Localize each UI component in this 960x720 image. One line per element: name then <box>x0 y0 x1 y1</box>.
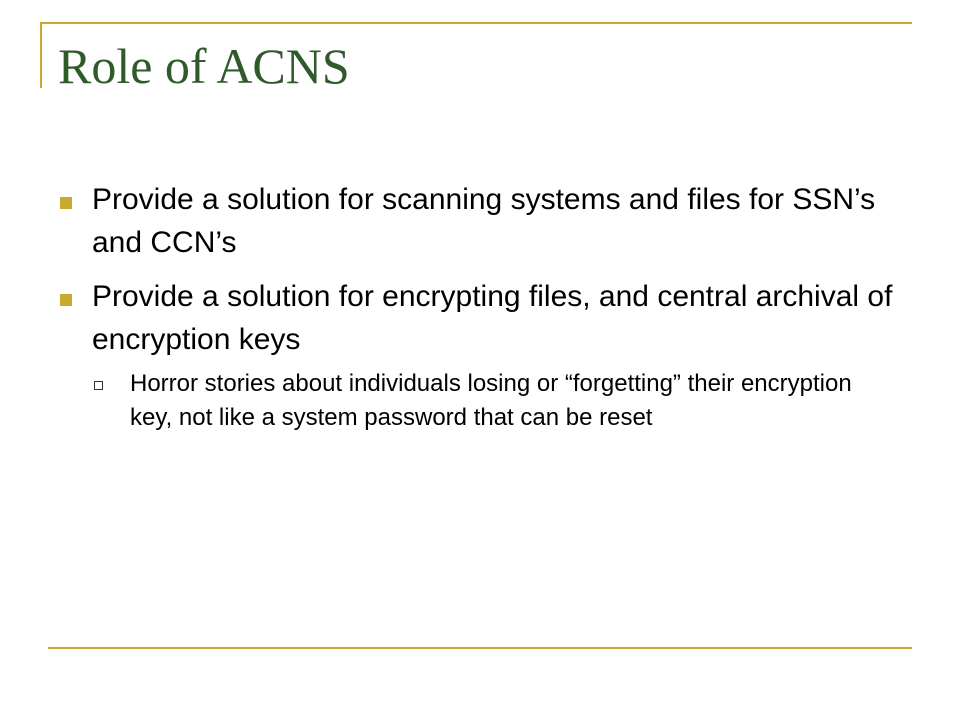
bullet-list <box>60 178 900 446</box>
square-bullet-icon <box>60 294 72 306</box>
left-rule <box>40 22 42 88</box>
slide-title: Role of ACNS <box>58 38 350 94</box>
sub-bullet-list <box>92 367 900 435</box>
sub-bullet-text: Horror stories about individuals losing or “forgetting” their encryption key, not like a system password that can be reset <box>130 370 852 431</box>
bullet-item <box>60 178 900 264</box>
bottom-rule <box>48 647 912 649</box>
bullet-text: Provide a solution for encrypting files, and central archival of encryption keys <box>92 280 893 356</box>
bullet-item <box>60 275 900 435</box>
square-bullet-icon <box>60 197 72 209</box>
sub-bullet-item <box>92 367 900 435</box>
bullet-text: Provide a solution for scanning systems and files for SSN’s and CCN’s <box>92 183 876 259</box>
top-rule <box>40 22 912 24</box>
hollow-square-bullet-icon <box>94 381 103 390</box>
